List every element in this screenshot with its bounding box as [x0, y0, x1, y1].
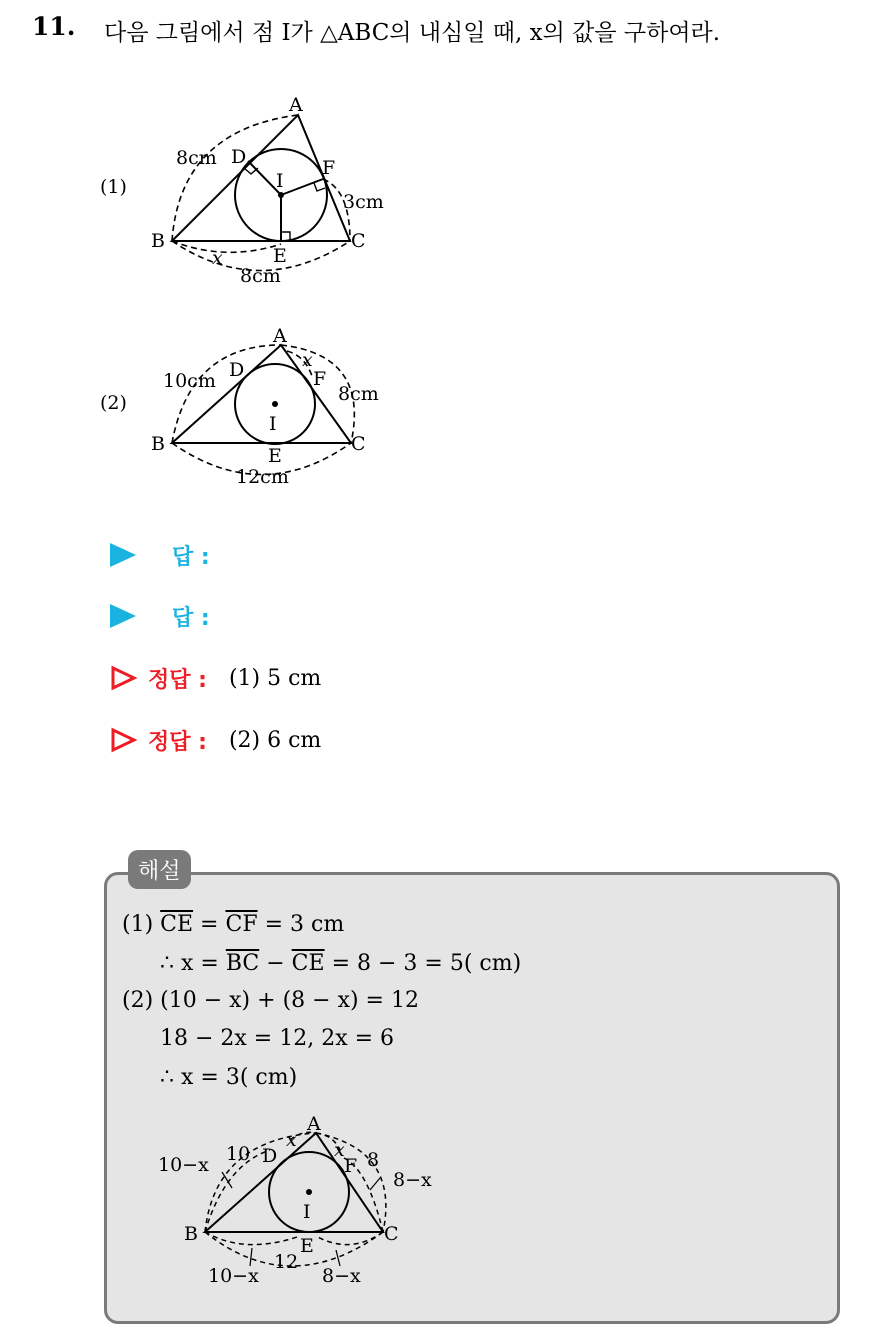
sol-point-i: I	[303, 1201, 311, 1223]
sol-len-8mx-bottom: 8−x	[322, 1265, 361, 1287]
fig1-len-cf: 3cm	[343, 191, 384, 213]
fig2-point-e: E	[268, 445, 282, 467]
fig2-var-x: x	[302, 349, 313, 371]
sol-point-a: A	[307, 1113, 321, 1135]
fig1-point-c: C	[351, 230, 366, 252]
fig1-var-x: x	[212, 247, 223, 269]
fig1-point-i: I	[276, 170, 284, 192]
solution-line-3: (2) (10 − x) + (8 − x) = 12	[122, 988, 419, 1013]
fig1-point-a: A	[289, 94, 303, 116]
sol-x-right: x	[334, 1139, 345, 1161]
fig2-point-a: A	[273, 325, 287, 347]
figure1-label: (1)	[100, 176, 127, 198]
sol-point-d: D	[262, 1145, 278, 1167]
solution-line-5: ∴ x = 3( cm)	[160, 1065, 298, 1090]
fig2-len-ac: 8cm	[338, 383, 379, 405]
fig2-point-b: B	[151, 433, 165, 455]
fig2-len-ab: 10cm	[163, 370, 216, 392]
fig1-len-ab: 8cm	[176, 147, 217, 169]
sol-x-left: x	[286, 1129, 297, 1151]
correct-answer-row-2	[110, 724, 321, 756]
solution-line-1: (1) $\overline{CE} = \overline{CF} = 3$ cm	[122, 912, 345, 937]
sol-len-10mx-top: 10−x	[158, 1154, 209, 1176]
sol-len-8: 8	[367, 1149, 380, 1171]
correct-answer-label: 정답 :	[148, 729, 207, 755]
question-text: 다음 그림에서 점 I가 △ABC의 내심일 때, x의 값을 구하여라.	[104, 20, 721, 46]
fig2-point-f: F	[313, 368, 327, 390]
fig2-point-d: D	[229, 359, 245, 381]
outline-arrow-icon	[110, 727, 138, 753]
figure2-label: (2)	[100, 392, 127, 414]
fig2-point-i: I	[269, 413, 277, 435]
fig1-point-b: B	[151, 230, 165, 252]
play-arrow-icon	[110, 604, 136, 628]
solution-diagram	[150, 1105, 450, 1295]
sol-len-12: 12	[274, 1251, 299, 1273]
fig2-len-bc: 12cm	[236, 466, 289, 488]
correct-answer-value: (1) 5 cm	[228, 665, 322, 691]
answer-label: 답 :	[172, 605, 210, 631]
correct-answer-value: (2) 6 cm	[228, 727, 322, 753]
answer-label: 답 :	[172, 544, 210, 570]
fig1-len-bc: 8cm	[240, 265, 281, 287]
correct-answer-row-1	[110, 662, 321, 694]
solution-tag: 해설	[128, 850, 191, 889]
correct-answer-label: 정답 :	[148, 667, 207, 693]
fig2-point-c: C	[351, 433, 366, 455]
sol-point-f: F	[344, 1155, 358, 1177]
play-arrow-icon	[110, 543, 136, 567]
figure1-diagram	[140, 90, 400, 290]
figure2-diagram	[140, 315, 400, 495]
fig1-point-e: E	[273, 245, 287, 267]
sol-len-8mx-right: 8−x	[393, 1169, 432, 1191]
solution-line-2: ∴ $x = \overline{BC} - \overline{CE} = 8 - 3 = 5$( cm)	[160, 951, 522, 976]
outline-arrow-icon	[110, 665, 138, 691]
sol-point-b: B	[184, 1223, 198, 1245]
answer-row-2	[110, 600, 210, 632]
sol-len-10mx-bottom: 10−x	[208, 1265, 259, 1287]
sol-point-e: E	[300, 1235, 314, 1257]
question-number: 11.	[32, 12, 76, 41]
sol-len-10: 10	[226, 1143, 251, 1165]
sol-point-c: C	[384, 1223, 399, 1245]
solution-line-4: 18 − 2x = 12, 2x = 6	[160, 1026, 395, 1051]
fig1-point-f: F	[322, 157, 336, 179]
answer-row-1	[110, 539, 210, 571]
fig1-point-d: D	[231, 146, 247, 168]
